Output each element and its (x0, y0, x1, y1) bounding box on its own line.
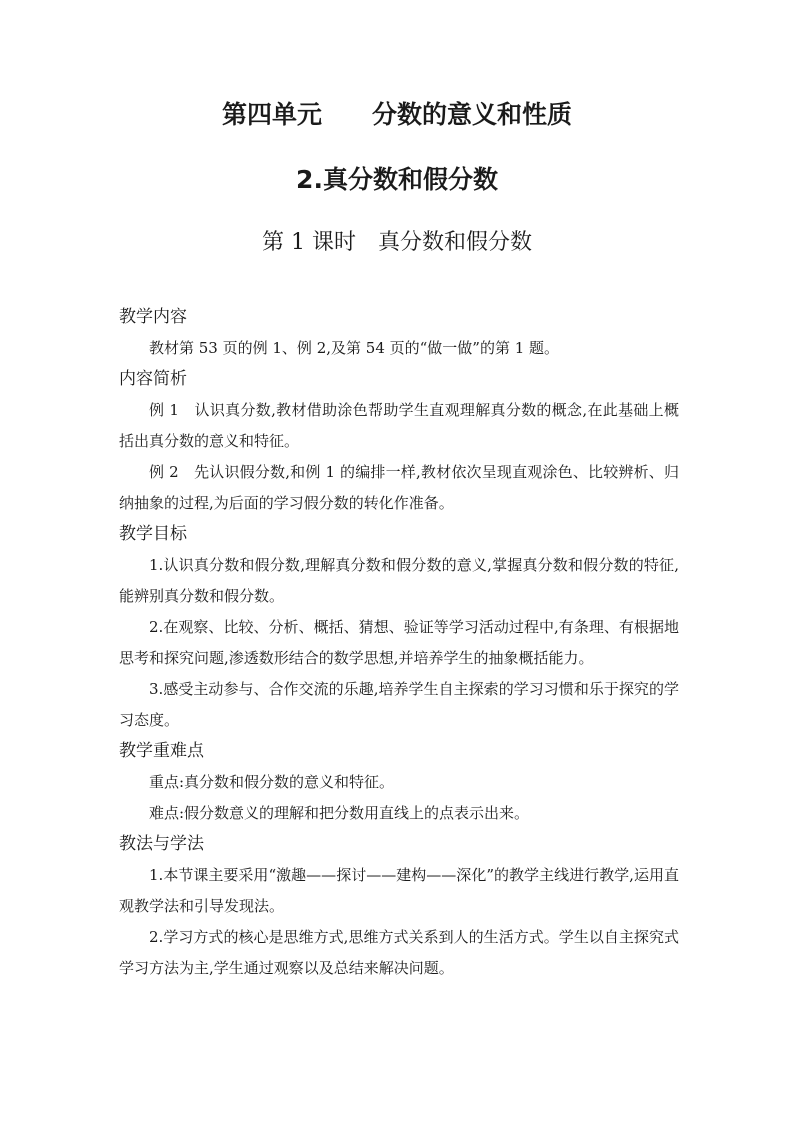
section-teaching-goals (119, 519, 679, 736)
paragraph: 例 1 认识真分数,教材借助涂色帮助学生直观理解真分数的概念,在此基础上概括出真分数的意义和特征。 (119, 401, 679, 450)
lesson-title: 第 1 课时 真分数和假分数 (262, 230, 532, 255)
paragraph: 1.本节课主要采用“激趣——探讨——建构——深化”的教学主线进行教学,运用直观教学法和引导发现法。 (119, 866, 679, 915)
paragraph: 2.学习方式的核心是思维方式,思维方式关系到人的生活方式。学生以自主探究式学习方法为主,学生通过观察以及总结来解决问题。 (119, 928, 679, 977)
paragraph: 例 2 先认识假分数,和例 1 的编排一样,教材依次呈现直观涂色、比较辨析、归纳抽象的过程,为后面的学习假分数的转化作准备。 (119, 463, 679, 512)
section-title: 2.真分数和假分数 (296, 165, 498, 194)
paragraph: 2.在观察、比较、分析、概括、猜想、验证等学习活动过程中,有条理、有根据地思考和探究问题,渗透数形结合的数学思想,并培养学生的抽象概括能力。 (119, 618, 679, 667)
section-heading: 教法与学法 (119, 834, 204, 854)
unit-title: 第四单元 分数的意义和性质 (221, 100, 572, 129)
section-heading: 教学目标 (119, 524, 187, 544)
paragraph: 3.感受主动参与、合作交流的乐趣,培养学生自主探索的学习习惯和乐于探究的学习态度。 (119, 680, 679, 729)
paragraph: 重点:真分数和假分数的意义和特征。 (149, 773, 395, 791)
section-heading: 内容简析 (119, 369, 187, 389)
document-body (119, 302, 679, 984)
paragraph: 1.认识真分数和假分数,理解真分数和假分数的意义,掌握真分数和假分数的特征,能辨别真分数和假分数。 (119, 556, 679, 605)
section-heading: 教学内容 (119, 307, 187, 327)
section-heading: 教学重难点 (119, 741, 204, 761)
paragraph: 教材第 53 页的例 1、例 2,及第 54 页的“做一做”的第 1 题。 (149, 339, 560, 357)
section-content-analysis (119, 364, 679, 519)
section-methods (119, 829, 679, 984)
section-key-difficulties (119, 736, 679, 829)
section-teaching-content (119, 302, 679, 364)
paragraph: 难点:假分数意义的理解和把分数用直线上的点表示出来。 (149, 804, 530, 822)
